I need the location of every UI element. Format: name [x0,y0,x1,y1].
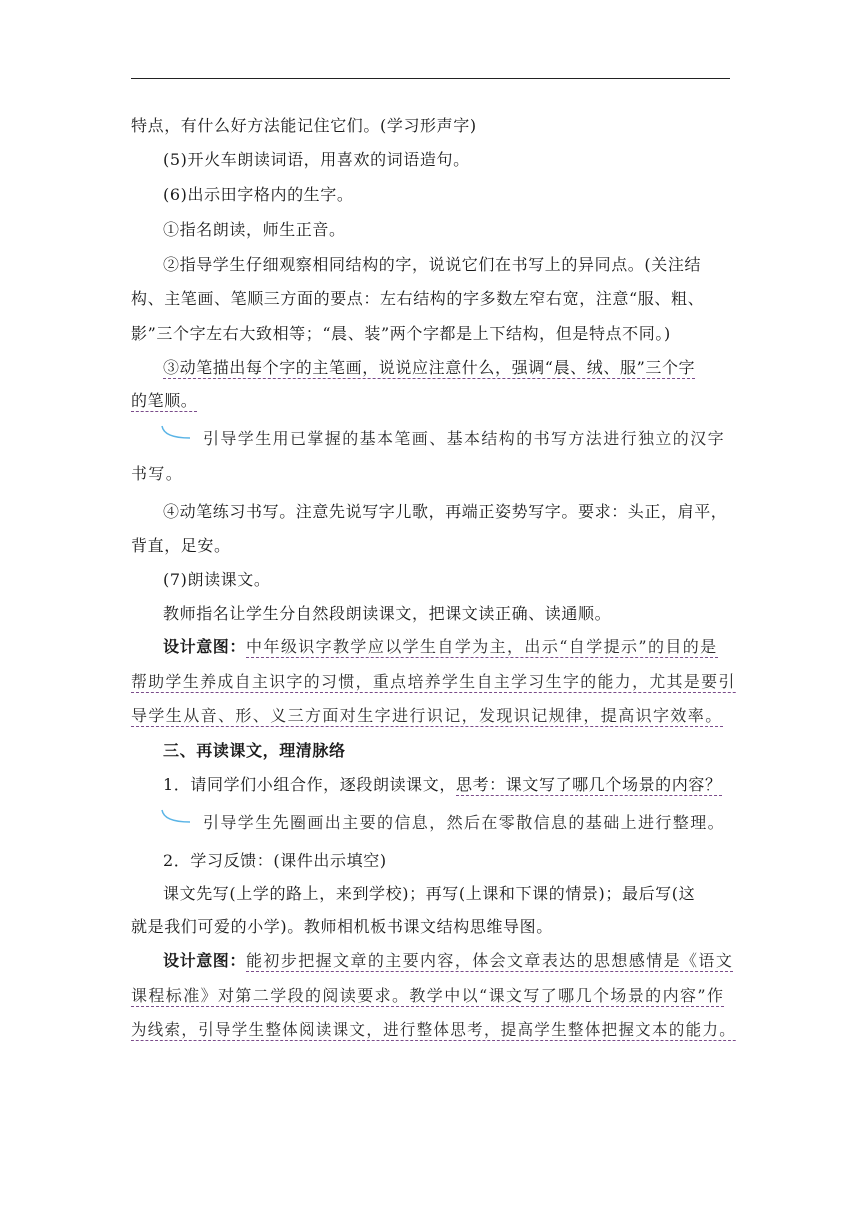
text-line: (5)开火车朗读词语，用喜欢的词语造句。 [163,150,470,169]
annotation-hook-icon [160,808,192,826]
section-heading: 三、再读课文，理清脉络 [163,741,346,760]
text-line: 2．学习反馈：(课件出示填空) [163,851,387,870]
header-rule [131,78,730,79]
text-line: 构、主笔画、笔顺三方面的要点：左右结构的字多数左窄右宽，注意“服、粗、 [131,289,705,308]
text-line: 就是我们可爱的小学)。教师相机板书课文结构思维导图。 [131,917,553,936]
text-line: 影”三个字左右大致相等；“晨、装”两个字都是上下结构，但是特点不同。) [131,324,671,343]
underlined-text: 为线索，引导学生整体阅读课文，进行整体思考，提高学生整体把握文本的能力。 [131,1020,737,1039]
text-line: 课文先写(上学的路上，来到学校)；再写(上课和下课的情景)；最后写(这 [163,884,696,903]
design-intent-line [163,637,718,657]
text-line [131,986,724,1006]
text-line [131,391,197,411]
underlined-text: 帮助学生养成自主识字的习惯，重点培养学生自主学习生字的能力，尤其是要引 [131,672,736,691]
teaching-note: 引导学生用已掌握的基本笔画、基本结构的书写方法进行独立的汉字 [203,429,726,448]
text-line [163,775,722,795]
teaching-note: 引导学生先圈画出主要的信息，然后在零散信息的基础上进行整理。 [203,813,726,832]
text-line: 特点，有什么好方法能记住它们。(学习形声字) [131,116,477,135]
text-line [131,1020,736,1040]
underlined-text: 中年级识字教学应以学生自学为主，出示“自学提示”的目的是 [246,637,718,656]
design-intent-label: 设计意图： [163,637,247,656]
text-line: 背直，足安。 [131,536,231,555]
design-intent-line [163,951,733,971]
text-line: (7)朗读课文。 [163,570,271,589]
text-line [163,358,695,378]
underlined-text: 导学生从音、形、义三方面对生字进行识记，发现识记规律，提高识字效率。 [131,706,723,725]
question-text: 1．请同学们小组合作，逐段朗读课文， [163,775,456,794]
text-line [131,706,723,726]
text-line: ①指名朗读，师生正音。 [163,220,346,239]
text-line: 教师指名让学生分自然段朗读课文，把课文读正确、读通顺。 [163,604,612,623]
teaching-note: 书写。 [131,464,184,483]
underlined-text: 思考：课文写了哪几个场景的内容？ [455,775,722,794]
underlined-text: 课程标准》对第二学段的阅读要求。教学中以“课文写了哪几个场景的内容”作 [131,986,725,1005]
underlined-text: 能初步把握文章的主要内容，体会文章表达的思想感情是《语文 [246,951,734,970]
text-line: ④动笔练习书写。注意先说写字儿歌，再端正姿势写字。要求：头正，肩平， [163,502,728,521]
annotation-hook-icon [160,424,192,442]
underlined-text: ③动笔描出每个字的主笔画，说说应注意什么，强调“晨、绒、服”三个字 [163,358,696,377]
text-line: (6)出示田字格内的生字。 [163,185,354,204]
text-line [131,672,736,692]
text-line: ②指导学生仔细观察相同结构的字，说说它们在书写上的异同点。(关注结 [163,255,702,274]
underlined-text: 的笔顺。 [131,391,198,410]
design-intent-label: 设计意图： [163,951,247,970]
